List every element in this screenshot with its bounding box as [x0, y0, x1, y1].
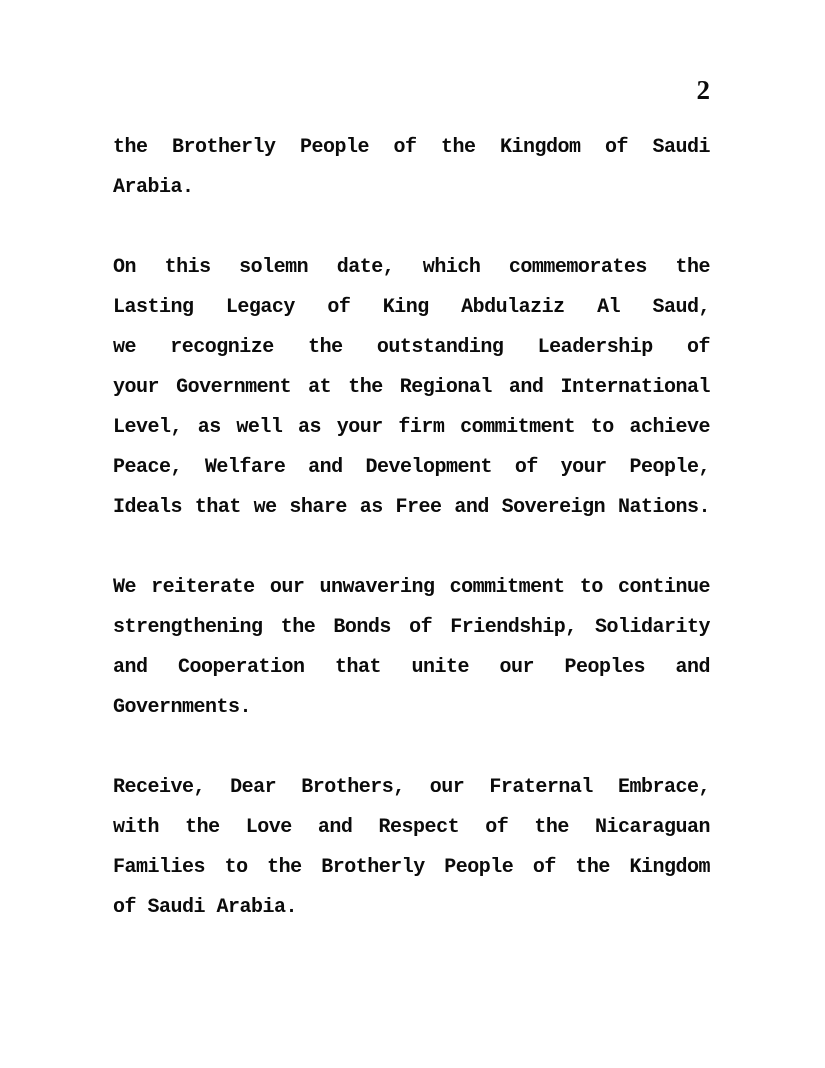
text-line: Level, as well as your firm commitment to achieve — [113, 416, 710, 439]
text-line: we recognize the outstanding Leadership of — [113, 336, 710, 359]
page-number: 2 — [696, 75, 710, 105]
text-line: Receive, Dear Brothers, our Fraternal Embrace, — [113, 776, 710, 799]
paragraph-4 — [113, 768, 710, 928]
page-content — [113, 0, 710, 968]
text-line: your Government at the Regional and International — [113, 376, 710, 399]
text-line: Governments. — [113, 696, 252, 719]
text-line: Arabia. — [113, 176, 194, 199]
text-line: and Cooperation that unite our Peoples and — [113, 656, 710, 679]
text-line: strengthening the Bonds of Friendship, Solidarity — [113, 616, 710, 639]
text-line: Ideals that we share as Free and Sovereign Nations. — [113, 496, 710, 519]
text-line: Peace, Welfare and Development of your People, — [113, 456, 710, 479]
paragraph-2 — [113, 248, 710, 528]
text-line: We reiterate our unwavering commitment to continue — [113, 576, 710, 599]
text-line: the Brotherly People of the Kingdom of Saudi — [113, 136, 710, 159]
paragraph-3 — [113, 568, 710, 728]
text-line: Families to the Brotherly People of the Kingdom — [113, 856, 710, 879]
text-line: with the Love and Respect of the Nicaraguan — [113, 816, 710, 839]
paragraph-1 — [113, 128, 710, 208]
text-line: On this solemn date, which commemorates the — [113, 256, 710, 279]
text-line: Lasting Legacy of King Abdulaziz Al Saud, — [113, 296, 710, 319]
text-line: of Saudi Arabia. — [113, 896, 298, 919]
